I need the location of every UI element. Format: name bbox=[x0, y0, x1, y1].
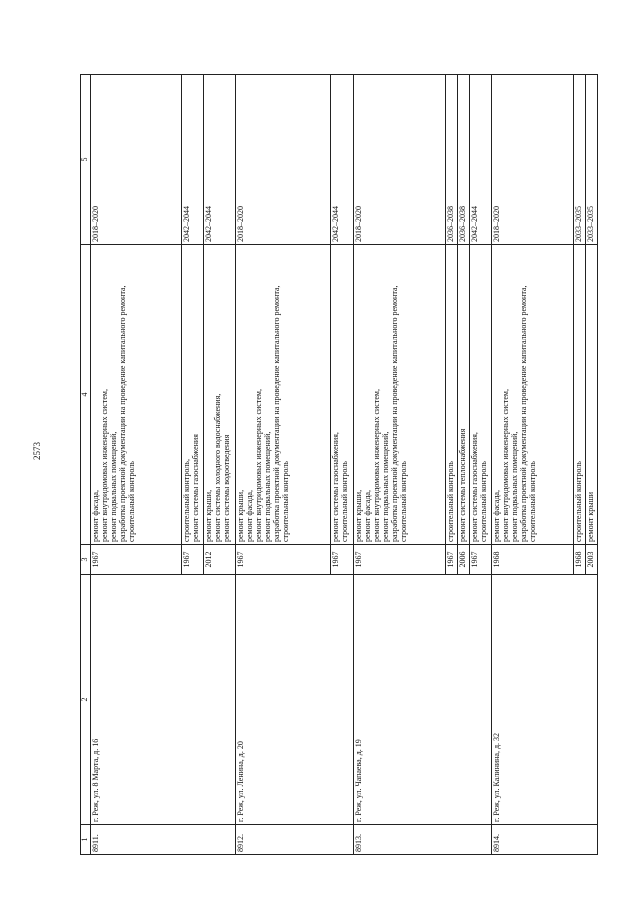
year-cell: 2006 bbox=[457, 545, 469, 575]
address-cell: г. Реж, ул. Ленина, д. 20 bbox=[235, 575, 353, 825]
year-cell: 2012 bbox=[203, 545, 235, 575]
address-cell: г. Реж, ул. 8 Марта, д. 16 bbox=[90, 575, 235, 825]
year-cell: 1968 bbox=[491, 545, 573, 575]
works-cell: ремонт крыши, ремонт фасада, ремонт внутридомовых инженерных систем, ремонт подвальных помещений, разработка проектной документации на проведение капитального ремонта, строительный контроль bbox=[235, 245, 330, 545]
year-cell: 1967 bbox=[181, 545, 203, 575]
works-cell: ремонт фасада, ремонт внутридомовых инженерных систем, ремонт подвальных помещений, разработка проектной документации на проведение капитального ремонта, строительный контроль bbox=[491, 245, 573, 545]
rotated-page bbox=[80, 75, 595, 855]
row-number: 8912. bbox=[235, 825, 353, 855]
period-cell: 2042–2044 bbox=[330, 75, 353, 245]
works-cell: ремонт системы теплоснабжения bbox=[457, 245, 469, 545]
year-cell: 2003 bbox=[585, 545, 597, 575]
header-cell: 1 bbox=[81, 825, 91, 855]
table-row bbox=[353, 75, 445, 855]
period-cell: 2036–2038 bbox=[457, 75, 469, 245]
year-cell: 1967 bbox=[90, 545, 181, 575]
period-cell: 2033–2035 bbox=[573, 75, 585, 245]
year-cell: 1968 bbox=[573, 545, 585, 575]
period-cell: 2042–2044 bbox=[469, 75, 491, 245]
repair-schedule-table bbox=[80, 74, 598, 855]
period-cell: 2018–2020 bbox=[491, 75, 573, 245]
works-cell: ремонт системы газоснабжения, строительный контроль bbox=[330, 245, 353, 545]
works-cell: ремонт крыши, ремонт системы холодного водоснабжения, ремонт системы водоотведения bbox=[203, 245, 235, 545]
row-number: 8913. bbox=[353, 825, 491, 855]
works-cell: строительный контроль bbox=[573, 245, 585, 545]
period-cell: 2018–2020 bbox=[353, 75, 445, 245]
year-cell: 1967 bbox=[235, 545, 330, 575]
row-number: 8914. bbox=[491, 825, 597, 855]
header-cell: 2 bbox=[81, 575, 91, 825]
header-cell: 3 bbox=[81, 545, 91, 575]
header-cell: 4 bbox=[81, 245, 91, 545]
year-cell: 1967 bbox=[445, 545, 457, 575]
table-row bbox=[235, 75, 330, 855]
period-cell: 2036–2038 bbox=[445, 75, 457, 245]
row-number: 8911. bbox=[90, 825, 235, 855]
table-row bbox=[90, 75, 181, 855]
period-cell: 2033–2035 bbox=[585, 75, 597, 245]
header-cell: 5 bbox=[81, 75, 91, 245]
works-cell: ремонт системы газоснабжения, строительный контроль bbox=[469, 245, 491, 545]
works-cell: ремонт крыши bbox=[585, 245, 597, 545]
period-cell: 2042–2044 bbox=[203, 75, 235, 245]
page-number: 2573 bbox=[32, 442, 42, 460]
works-cell: ремонт крыши, ремонт фасада, ремонт внутридомовых инженерных систем, ремонт подвальных помещений, разработка проектной документации на проведение капитального ремонта, строительный контроль bbox=[353, 245, 445, 545]
year-cell: 1967 bbox=[469, 545, 491, 575]
year-cell: 1967 bbox=[330, 545, 353, 575]
works-cell: ремонт фасада, ремонт внутридомовых инженерных систем, ремонт подвальных помещений, разработка проектной документации на проведение капитального ремонта, строительный контроль bbox=[90, 245, 181, 545]
period-cell: 2042–2044 bbox=[181, 75, 203, 245]
works-cell: строительный контроль, ремонт системы газоснабжения bbox=[181, 245, 203, 545]
table-row bbox=[491, 75, 573, 855]
period-cell: 2018–2020 bbox=[90, 75, 181, 245]
address-cell: г. Реж, ул. Чапаева, д. 19 bbox=[353, 575, 491, 825]
year-cell: 1967 bbox=[353, 545, 445, 575]
header-row bbox=[81, 75, 91, 855]
period-cell: 2018–2020 bbox=[235, 75, 330, 245]
address-cell: г. Реж, ул. Калинина, д. 32 bbox=[491, 575, 597, 825]
works-cell: строительный контроль bbox=[445, 245, 457, 545]
